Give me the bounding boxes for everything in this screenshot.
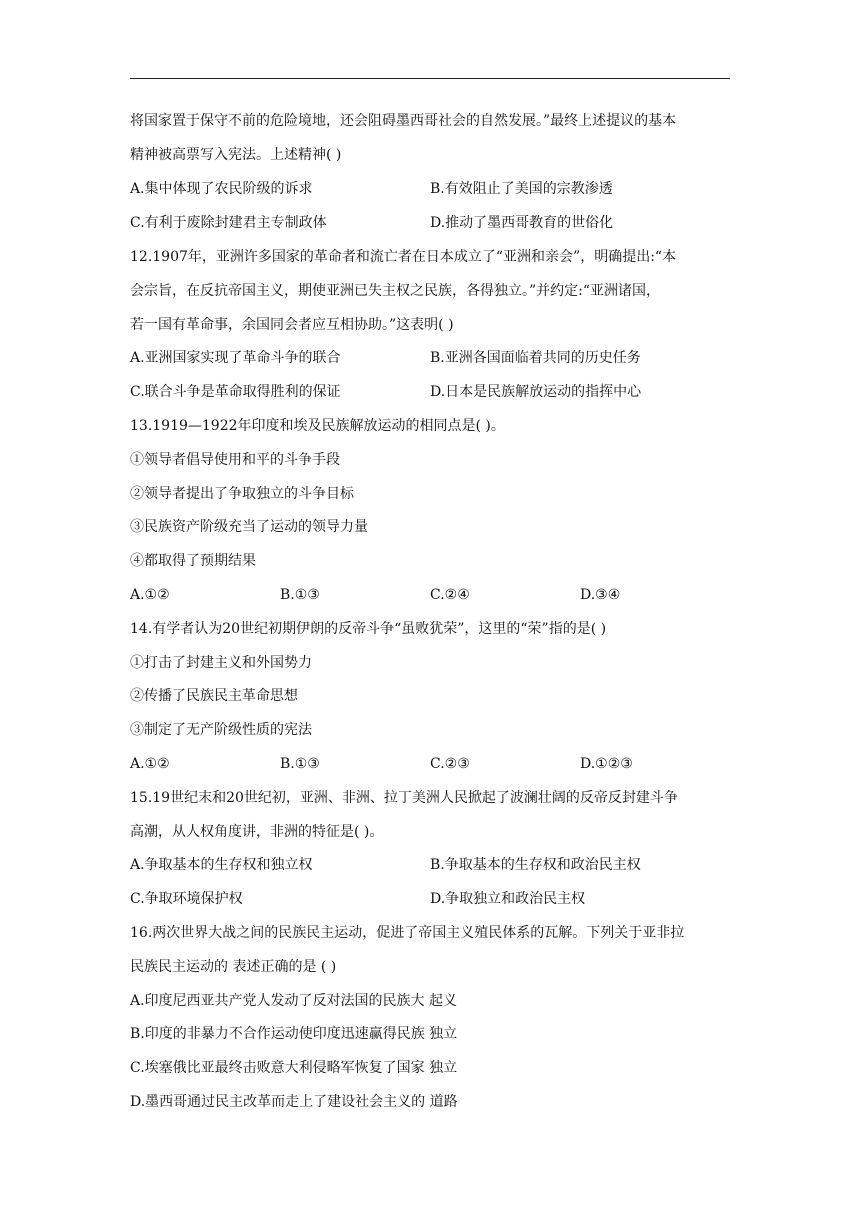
q16-line-1: 16.两次世界大战之间的民族民主运动，促进了帝国主义殖民体系的瓦解。下列关于亚非拉 (130, 925, 685, 941)
header-rule (130, 78, 730, 79)
q16-option-c: C.埃塞俄比亚最终击败意大利侵略军恢复了国家 独立 (130, 1060, 458, 1076)
q15-line-2: 高潮，从人权角度讲，非洲的特征是( )。 (130, 824, 384, 840)
q13-item-2: ②领导者提出了争取独立的斗争目标 (130, 486, 354, 502)
q15-line-1: 15.19世纪末和20世纪初，亚洲、非洲、拉丁美洲人民掀起了波澜壮阔的反帝反封建斗争 (130, 790, 678, 806)
q14-option-a: A.①② (130, 756, 170, 772)
q13-option-d: D.③④ (580, 587, 621, 603)
q14-option-b: B.①③ (280, 756, 320, 772)
q14-item-3: ③制定了无产阶级性质的宪法 (130, 722, 312, 738)
q14-option-d: D.①②③ (580, 756, 633, 772)
q13-line-1: 13.1919—1922年印度和埃及民族解放运动的相同点是( )。 (130, 418, 505, 434)
q13-item-4: ④都取得了预期结果 (130, 553, 256, 569)
q15-option-d: D.争取独立和政治民主权 (430, 891, 586, 907)
q12-option-c: C.联合斗争是革命取得胜利的保证 (130, 384, 341, 400)
intro-option-b: B.有效阻止了美国的宗教渗透 (430, 181, 613, 197)
q13-item-1: ①领导者倡导使用和平的斗争手段 (130, 452, 340, 468)
q13-option-c: C.②④ (430, 587, 470, 603)
q14-line-1: 14.有学者认为20世纪初期伊朗的反帝斗争“虽败犹荣”，这里的“荣”指的是( ) (130, 621, 607, 637)
q16-line-2: 民族民主运动的 表述正确的是 ( ) (130, 959, 337, 975)
intro-option-c: C.有利于废除封建君主专制政体 (130, 215, 327, 231)
intro-line-1: 将国家置于保守不前的危险境地，还会阻碍墨西哥社会的自然发展。”最终上述提议的基本 (130, 113, 677, 129)
q14-option-c: C.②③ (430, 756, 470, 772)
q12-option-a: A.亚洲国家实现了革命斗争的联合 (130, 350, 341, 366)
q13-option-b: B.①③ (280, 587, 320, 603)
q13-option-a: A.①② (130, 587, 170, 603)
q14-item-2: ②传播了民族民主革命思想 (130, 688, 298, 704)
q16-option-a: A.印度尼西亚共产党人发动了反对法国的民族大 起义 (130, 993, 458, 1009)
q16-option-b: B.印度的非暴力不合作运动使印度迅速赢得民族 独立 (130, 1026, 458, 1042)
intro-line-2: 精神被高票写入宪法。上述精神( ) (130, 147, 342, 163)
q12-option-d: D.日本是民族解放运动的指挥中心 (430, 384, 642, 400)
intro-option-a: A.集中体现了农民阶级的诉求 (130, 181, 313, 197)
q12-option-b: B.亚洲各国面临着共同的历史任务 (430, 350, 641, 366)
q13-item-3: ③民族资产阶级充当了运动的领导力量 (130, 519, 368, 535)
q12-line-3: 若一国有革命事，余国同会者应互相协助。”这表明( ) (130, 317, 454, 333)
q14-item-1: ①打击了封建主义和外国势力 (130, 655, 312, 671)
q12-line-2: 会宗旨，在反抗帝国主义，期使亚洲已失主权之民族，各得独立。”并约定:“亚洲诸国， (130, 283, 661, 299)
q16-option-d: D.墨西哥通过民主改革而走上了建设社会主义的 道路 (130, 1094, 458, 1110)
q15-option-b: B.争取基本的生存权和政治民主权 (430, 857, 641, 873)
q12-line-1: 12.1907年，亚洲许多国家的革命者和流亡者在日本成立了“亚洲和亲会”，明确提出:“本 (130, 249, 677, 265)
q15-option-c: C.争取环境保护权 (130, 891, 243, 907)
intro-option-d: D.推动了墨西哥教育的世俗化 (430, 215, 614, 231)
q15-option-a: A.争取基本的生存权和独立权 (130, 857, 313, 873)
